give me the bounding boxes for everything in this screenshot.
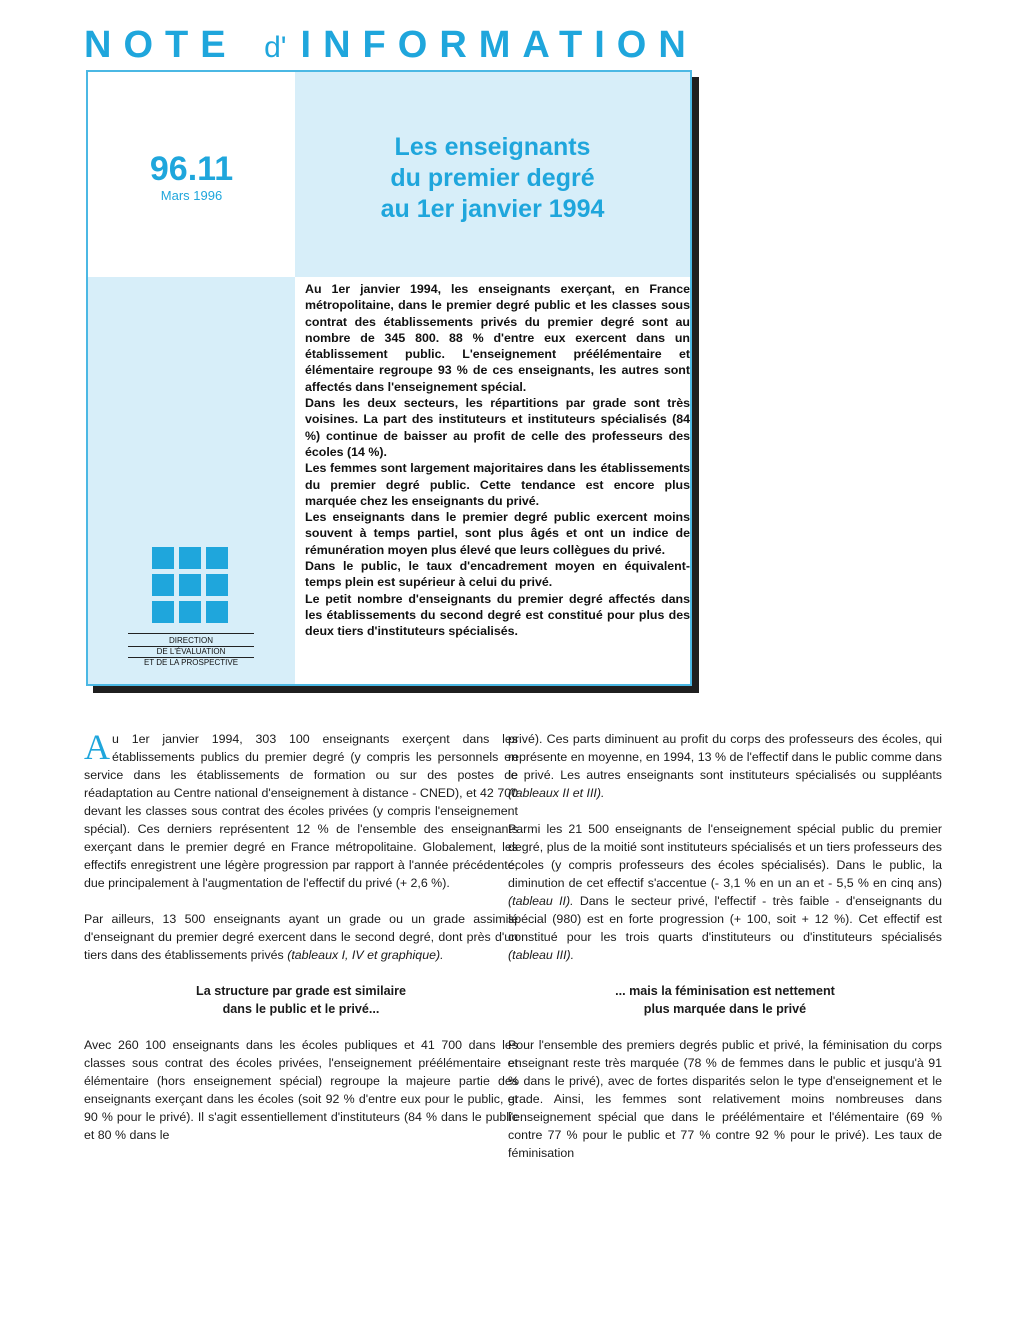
summary-paragraph: Les enseignants dans le premier degré public exercent moins souvent à temps partiel, sont plus âgés et ont un indice de rémunération moyen plus élevé que leurs collègues du privé. xyxy=(305,510,690,557)
body-column-right xyxy=(508,730,942,1162)
body-paragraph: Au 1er janvier 1994, 303 100 enseignants exerçent dans les établissements publics du premier degré (y compris les personnels en service dans les établissements de formation ou sur des postes de réadaptation au Centre national d'enseignement à distance - CNED), et 42 700 devant les classes sous contrat des écoles privées (y compris l'enseignement spécial). Ces derniers représentent 12 % de l'ensemble des enseignants exerçant dans le premier degré en France métropolitaine. Globalement, les effectifs enregistrent une légère progression par rapport à l'année précédente, due principalement à l'augmentation de l'effectif du privé (+ 2,6 %). xyxy=(84,727,518,890)
summary-text xyxy=(305,281,690,640)
grid-logo-icon xyxy=(152,547,228,623)
summary-paragraph: Dans les deux secteurs, les répartitions par grade sont très voisines. La part des instituteurs et instituteurs spécialisés (84 %) continue de baisser au profit de celle des professeurs des écoles (14 %). xyxy=(305,396,690,459)
body-paragraph: Pour l'ensemble des premiers degrés public et privé, la féminisation du corps enseignant reste très marquée (78 % de femmes dans le public et jusqu'à 91 % dans le privé), avec de fortes disparités selon le type d'enseignement et le grade. Ainsi, les femmes sont relativement moins nombreuses dans l'enseignement spécial que dans le préélémentaire et l'élémentaire (69 % contre 77 % pour le public et 77 % contre 92 % pour le privé). Les taux de féminisation xyxy=(508,1038,942,1160)
organization-line-3: ET DE LA PROSPECTIVE xyxy=(143,658,239,667)
summary-paragraph: Le petit nombre d'enseignants du premier degré affectés dans les établissements du second degré est constitué pour plus des deux tiers d'instituteurs spécialisés. xyxy=(305,591,690,639)
drop-cap: A xyxy=(84,727,110,767)
summary-paragraph: Au 1er janvier 1994, les enseignants exerçant, en France métropolitaine, dans le premier degré public et les classes sous contrat des établissements privés du premier degré sont au nombre de 345 800. 88 % d'entre eux exercent dans un établissement public. L'enseignement préélémentaire et élémentaire regroupe 93 % de ces enseignants, les autres sont affectés dans l'enseignement spécial. xyxy=(305,282,690,394)
headline xyxy=(295,132,690,225)
table-reference: (tableau II). xyxy=(508,894,574,908)
masthead-title xyxy=(84,24,698,67)
logo-panel xyxy=(88,277,295,684)
issue-date: Mars 1996 xyxy=(160,188,223,203)
summary-panel xyxy=(295,277,690,684)
body-paragraph: Parmi les 21 500 enseignants de l'enseignement spécial public du premier degré, plus de la moitié sont instituteurs spécialisés et un tiers professeurs des écoles (y compris professeurs des écoles spécialisés). Dans le public, la diminution de cet effectif s'accentue (- 3,1 % en un an et - 5,5 % en cinq ans) (tableau II). Dans le secteur privé, l'effectif - très faible - d'enseignants du spécial (980) est en forte progression (+ 100, soit + 12 %). Cet effectif est constitué pour les trois quarts d'instituteurs ou d'instituteurs spécialisés (tableau III). xyxy=(508,822,942,962)
body-paragraph: privé). Ces parts diminuent au profit du corps des professeurs des écoles, qui représente en moyenne, en 1994, 13 % de l'effectif dans le public comme dans le privé. Les autres enseignants sont instituteurs spécialisés ou suppléants (tableaux II et III). xyxy=(508,732,942,800)
masthead-d: d' xyxy=(264,31,287,64)
section-heading: La structure par grade est similaire dans le public et le privé... xyxy=(196,984,406,1016)
organization-name xyxy=(128,633,254,668)
table-reference: (tableaux I, IV et graphique). xyxy=(287,948,444,962)
table-reference: (tableaux II et III). xyxy=(508,786,605,800)
cover-box xyxy=(86,70,692,686)
body-column-left xyxy=(84,727,518,1144)
organization-line-1: DIRECTION xyxy=(128,636,254,647)
organization-line-2: DE L'ÉVALUATION xyxy=(128,647,254,658)
issue-panel xyxy=(88,72,295,277)
body-paragraph: Avec 260 100 enseignants dans les écoles publiques et 41 700 dans les classes sous contrat des écoles privées, l'enseignement préélémentaire et élémentaire (hors enseignement spécial) regroupe la majeure partie des enseignants exerçant dans les écoles (soit 92 % d'entre eux pour le public, et 90 % pour le privé). Il s'agit essentiellement d'instituteurs (84 % dans le public et 80 % dans le xyxy=(84,1038,518,1142)
headline-line-3: au 1er janvier 1994 xyxy=(380,195,605,223)
masthead-information: INFORMATION xyxy=(300,24,698,66)
headline-line-2: du premier degré xyxy=(390,164,595,192)
table-reference: (tableau III). xyxy=(508,948,575,962)
masthead-note: NOTE xyxy=(84,24,238,66)
issue-number: 96.11 xyxy=(149,150,234,188)
section-heading: ... mais la féminisation est nettement plus marquée dans le privé xyxy=(615,984,835,1016)
summary-paragraph: Les femmes sont largement majoritaires dans les établissements du premier degré public. Cette tendance est encore plus marquée chez les enseignants du privé. xyxy=(305,461,690,508)
body-paragraph: Par ailleurs, 13 500 enseignants ayant un grade ou un grade assimilé d'enseignant du premier degré exercent dans le second degré, dont près d'un tiers dans des établissements privés (tableaux I, IV et graphique). xyxy=(84,912,518,962)
summary-paragraph: Dans le public, le taux d'encadrement moyen en équivalent-temps plein est supérieur à celui du privé. xyxy=(305,559,690,590)
headline-line-1: Les enseignants xyxy=(394,133,591,161)
headline-panel xyxy=(295,72,690,277)
